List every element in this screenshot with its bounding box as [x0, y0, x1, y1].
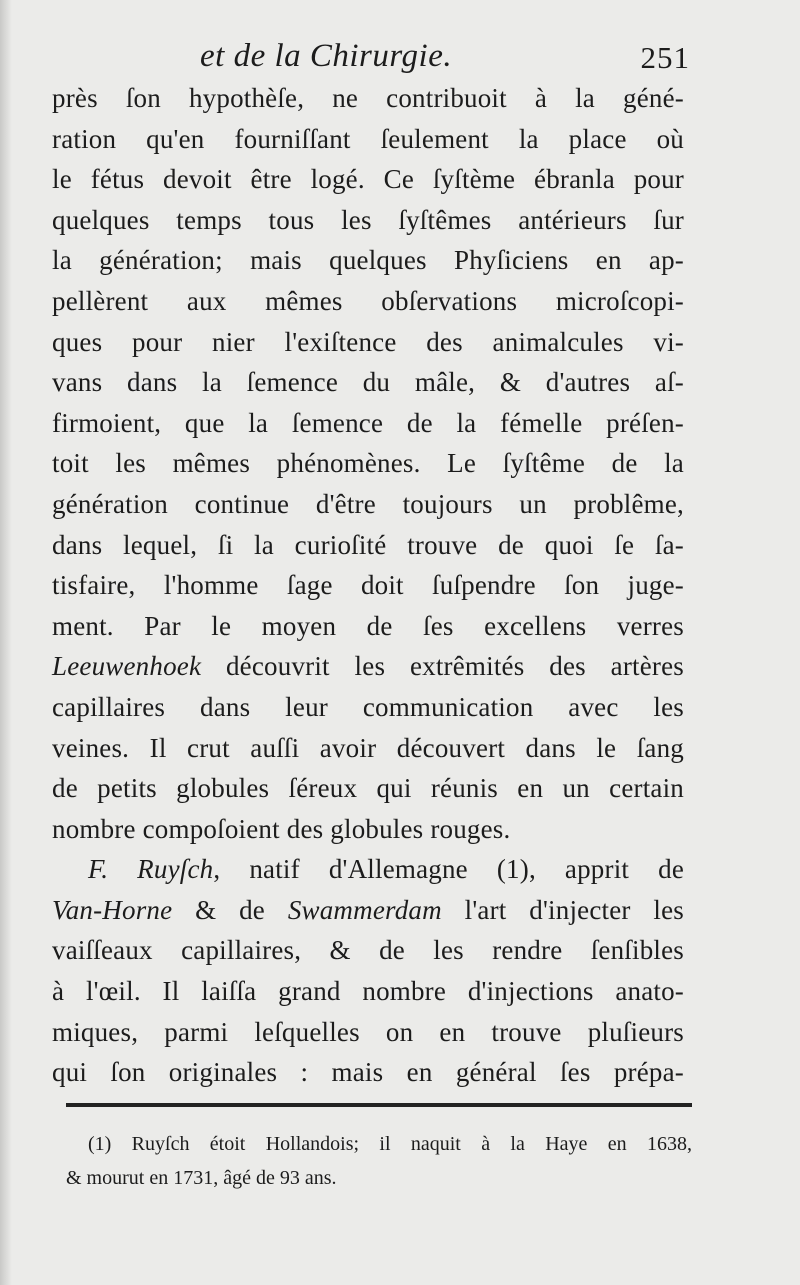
- text-line: [52, 890, 684, 931]
- text-line: capillaires dans leur communication avec les: [52, 691, 684, 722]
- text-line: dans lequel, ſi la curioſité trouve de quoi ſe ſa-: [52, 529, 684, 560]
- footnote-line: & mourut en 1731, âgé de 93 ans.: [66, 1167, 337, 1189]
- text-line: vans dans la ſemence du mâle, & d'autres aſ-: [52, 367, 684, 398]
- text-run: & de: [172, 894, 288, 925]
- text-run: l'art d'injecter les: [441, 894, 684, 925]
- text-line: génération continue d'être toujours un problême,: [52, 488, 684, 519]
- text-line: vaiſſeaux capillaires, & de les rendre ſenſibles: [52, 935, 684, 966]
- footnote: [66, 1127, 692, 1195]
- text-line: qui ſon originales : mais en général ſes prépa-: [52, 1057, 684, 1088]
- text-line: miques, parmi leſquelles on en trouve pluſieurs: [52, 1016, 684, 1047]
- text-line: tisfaire, l'homme ſage doit ſuſpendre ſon juge-: [52, 570, 684, 601]
- person-name-ruysch: F. Ruyſch: [88, 854, 214, 885]
- footnote-line: (1) Ruyſch étoit Hollandois; il naquit à la Haye en 1638,: [88, 1133, 692, 1155]
- running-title: et de la Chirurgie.: [200, 38, 453, 74]
- text-line: ment. Par le moyen de ſes excellens verres: [52, 610, 684, 641]
- text-line: près ſon hypothèſe, ne contribuoit à la géné-: [52, 83, 684, 113]
- body-text: [52, 78, 684, 1093]
- text-run: , natif d'Allemagne (1), apprit de: [213, 854, 685, 885]
- page-edge-shadow: [0, 0, 12, 1285]
- text-line: nombre compoſoient des globules rouges.: [52, 813, 511, 844]
- text-line: veines. Il crut auſſi avoir découvert dans le ſang: [52, 732, 684, 763]
- person-name-van-horne: Van-Horne: [52, 894, 173, 925]
- text-line: ration qu'en fourniſſant ſeulement la place où: [52, 123, 684, 154]
- person-name-leeuwenhoek: Leeuwenhoek: [52, 651, 202, 682]
- text-line: quelques temps tous les ſyſtêmes antérieurs ſur: [52, 204, 684, 235]
- text-line: le fétus devoit être logé. Ce ſyſtème ébranla pour: [52, 164, 684, 195]
- person-name-swammerdam: Swammerdam: [287, 894, 442, 925]
- text-line: ques pour nier l'exiſtence des animalcules vi-: [52, 326, 684, 357]
- text-line: pellèrent aux mêmes obſervations microſcopi-: [52, 285, 684, 316]
- text-line: [52, 849, 684, 890]
- text-line: à l'œil. Il laiſſa grand nombre d'injections anato-: [52, 976, 684, 1007]
- page-number: 251: [640, 40, 690, 75]
- text-run: découvrit les extrêmités des artères: [201, 651, 684, 682]
- text-line: la génération; mais quelques Phyſiciens en ap-: [52, 245, 684, 276]
- text-line: toit les mêmes phénomènes. Le ſyſtême de la: [52, 448, 684, 479]
- text-line: de petits globules ſéreux qui réunis en un certain: [52, 773, 684, 804]
- text-line: [52, 646, 684, 687]
- footnote-rule: [66, 1103, 692, 1107]
- text-line: firmoient, que la ſemence de la fémelle préſen-: [52, 407, 684, 438]
